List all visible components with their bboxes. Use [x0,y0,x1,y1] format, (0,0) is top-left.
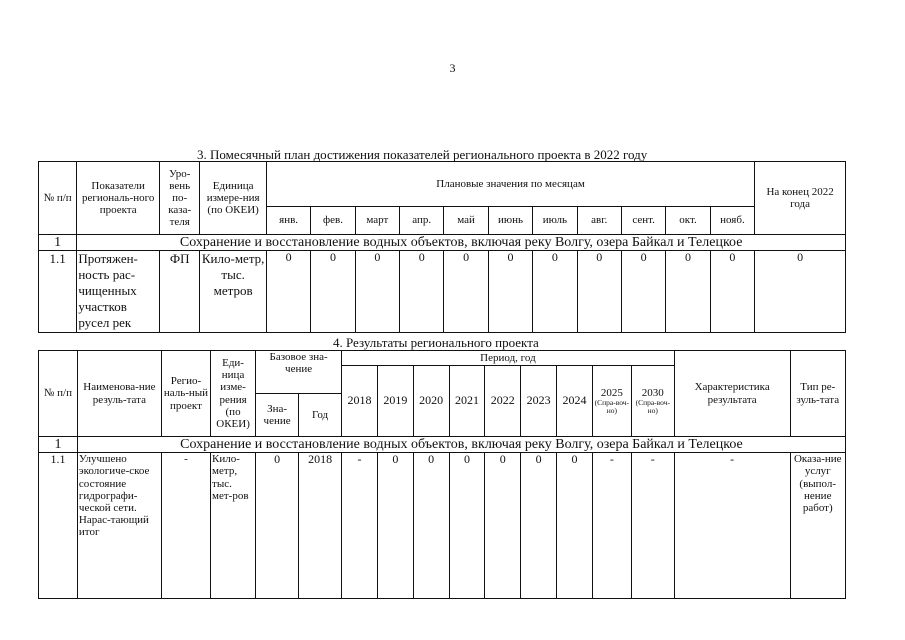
reference-note: (Спра-воч-но) [635,398,670,416]
year-value: 0 [377,453,413,599]
header-indicator: Показатели региональ-ного проекта [77,162,160,235]
year-2025-label: 2025 [600,386,623,399]
row-level: ФП [160,251,200,333]
month-value: 0 [266,251,310,333]
end-of-year-value: 0 [755,251,846,333]
month-header: июль [533,207,577,235]
row-regional-project: - [161,453,210,599]
monthly-plan-table [38,161,846,333]
header-characteristic: Характеристика результата [674,351,790,437]
month-header: апр. [400,207,444,235]
header-base-value-year: Год [299,394,342,437]
month-header: янв. [266,207,310,235]
header-level: Уро-вень по-каза-теля [160,162,200,235]
header-unit: Еди-ница изме-рения (по ОКЕИ) [211,351,256,437]
year-2030-label: 2030 [641,386,664,399]
row-unit: Кило-метр, тыс. метров [200,251,267,333]
section4-caption: 4. Результаты регионального проекта [333,335,539,350]
row-result-name: Улучшено экологиче-ское состояние гидрографи-ческой сети. Нарас-тающий итог [77,453,161,599]
year-value: 0 [449,453,485,599]
year-header: 2024 [557,366,593,437]
section3-caption: 3. Помесячный план достижения показателей регионального проекта в 2022 году [197,147,648,162]
month-value: 0 [710,251,754,333]
header-base-value: Базовое зна-чение [256,351,342,394]
month-value: 0 [311,251,355,333]
month-header: нояб. [710,207,754,235]
year-2030-value: - [631,453,674,599]
header-result-type: Тип ре-зуль-тата [790,351,845,437]
header-unit: Единица измере-ния (по ОКЕИ) [200,162,267,235]
header-result-name: Наименова-ние резуль-тата [77,351,161,437]
row-unit: Кило-метр, тыс. мет-ров [211,453,256,599]
row-num: 1.1 [39,453,78,599]
month-value: 0 [355,251,399,333]
month-header: окт. [666,207,710,235]
month-header: фев. [311,207,355,235]
year-header: 2021 [449,366,485,437]
month-value: 0 [577,251,621,333]
header-end-of-year: На конец 2022 года [755,162,846,235]
year-header: 2022 [485,366,521,437]
month-header: июнь [488,207,532,235]
header-num: № п/п [39,162,77,235]
row-result-type: Оказа-ние услуг (выпол-нение работ) [790,453,845,599]
year-2025-header [592,366,631,437]
month-header: авг. [577,207,621,235]
header-regional-project: Регио-наль-ный проект [161,351,210,437]
page-number: 3 [449,61,456,75]
group-title: Сохранение и восстановление водных объектов, включая реку Волгу, озера Байкал и Телецкое [77,437,845,453]
year-2030-header [631,366,674,437]
year-header: 2023 [521,366,557,437]
year-value: 0 [413,453,449,599]
year-2025-value: - [592,453,631,599]
month-value: 0 [533,251,577,333]
group-title: Сохранение и восстановление водных объектов, включая реку Волгу, озера Байкал и Телецкое [77,235,846,251]
row-base-year: 2018 [299,453,342,599]
year-header: 2018 [342,366,378,437]
month-value: 0 [666,251,710,333]
year-value: 0 [485,453,521,599]
month-header: сент. [621,207,665,235]
year-value: 0 [521,453,557,599]
month-value: 0 [488,251,532,333]
row-base-value: 0 [256,453,299,599]
reference-note: (Спра-воч-но) [594,398,630,416]
year-header: 2019 [377,366,413,437]
row-characteristic: - [674,453,790,599]
header-period: Период, год [342,351,675,366]
year-header: 2020 [413,366,449,437]
group-num: 1 [39,437,78,453]
row-num: 1.1 [39,251,77,333]
month-value: 0 [444,251,488,333]
header-base-value-value: Зна-чение [256,394,299,437]
month-value: 0 [621,251,665,333]
month-value: 0 [400,251,444,333]
header-num: № п/п [39,351,78,437]
group-num: 1 [39,235,77,251]
results-table [38,350,846,599]
row-indicator: Протяжен-ность рас-чищенных участков русел рек [77,251,160,333]
month-header: март [355,207,399,235]
year-value: 0 [557,453,593,599]
header-planned-values: Плановые значения по месяцам [266,162,754,207]
month-header: май [444,207,488,235]
year-value: - [342,453,378,599]
